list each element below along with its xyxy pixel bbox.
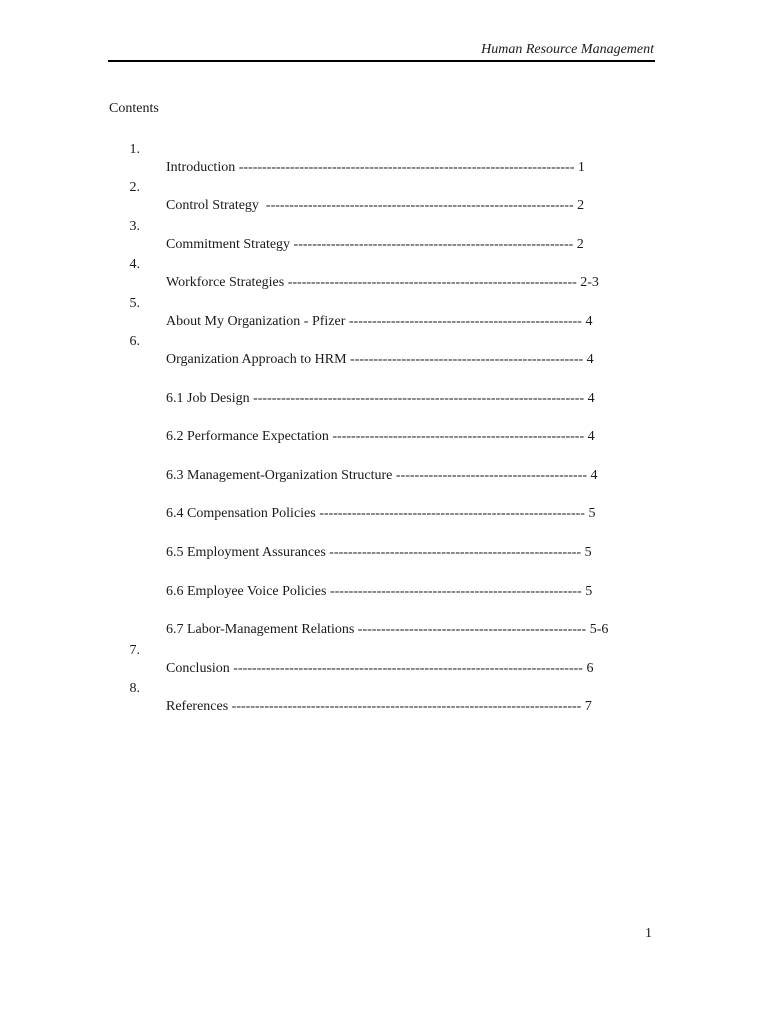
toc-entry-number: 1. [129,142,140,157]
toc-entry-text: 6.6 Employee Voice Policies ------------------------------------------------------ 5 [166,584,593,599]
toc-entry-text: Workforce Strategies -------------------------------------------------------------- 2-3 [166,275,599,290]
running-header: Human Resource Management [481,42,654,57]
toc-entry-text: Introduction ------------------------------------------------------------------------ 1 [166,160,585,175]
toc-entry-text: Conclusion --------------------------------------------------------------------------- 6 [166,661,594,676]
toc-entry-number: 4. [129,257,140,272]
toc-entry-number: 7. [129,643,140,658]
toc-entry-number: 5. [129,296,140,311]
toc-entry-number: 8. [129,681,140,696]
toc-entry-text: 6.3 Management-Organization Structure ----------------------------------------- 4 [166,468,598,483]
header-rule [108,60,655,62]
page-number: 1 [645,926,652,941]
toc-entry-text: 6.4 Compensation Policies --------------------------------------------------------- 5 [166,506,596,521]
toc-entry-number: 2. [129,180,140,195]
toc-entry-text: 6.2 Performance Expectation ------------------------------------------------------ 4 [166,429,595,444]
toc-entry-number: 3. [129,219,140,234]
toc-entry-text: 6.7 Labor-Management Relations ------------------------------------------------- 5-6 [166,622,609,637]
toc-entry-text: Organization Approach to HRM -------------------------------------------------- 4 [166,352,594,367]
toc-entry-number: 6. [129,334,140,349]
toc-entry-text: About My Organization - Pfizer -------------------------------------------------- 4 [166,314,593,329]
toc-entry-text: References --------------------------------------------------------------------------- 7 [166,699,592,714]
toc-entry-text: Control Strategy ------------------------------------------------------------------ 2 [166,198,585,213]
toc-entry-text: 6.1 Job Design ----------------------------------------------------------------------- 4 [166,391,595,406]
toc-entry-text: 6.5 Employment Assurances ------------------------------------------------------ 5 [166,545,592,560]
toc-entry-text: Commitment Strategy ------------------------------------------------------------ 2 [166,237,584,252]
contents-heading: Contents [109,101,159,116]
toc-entry [129,680,592,734]
